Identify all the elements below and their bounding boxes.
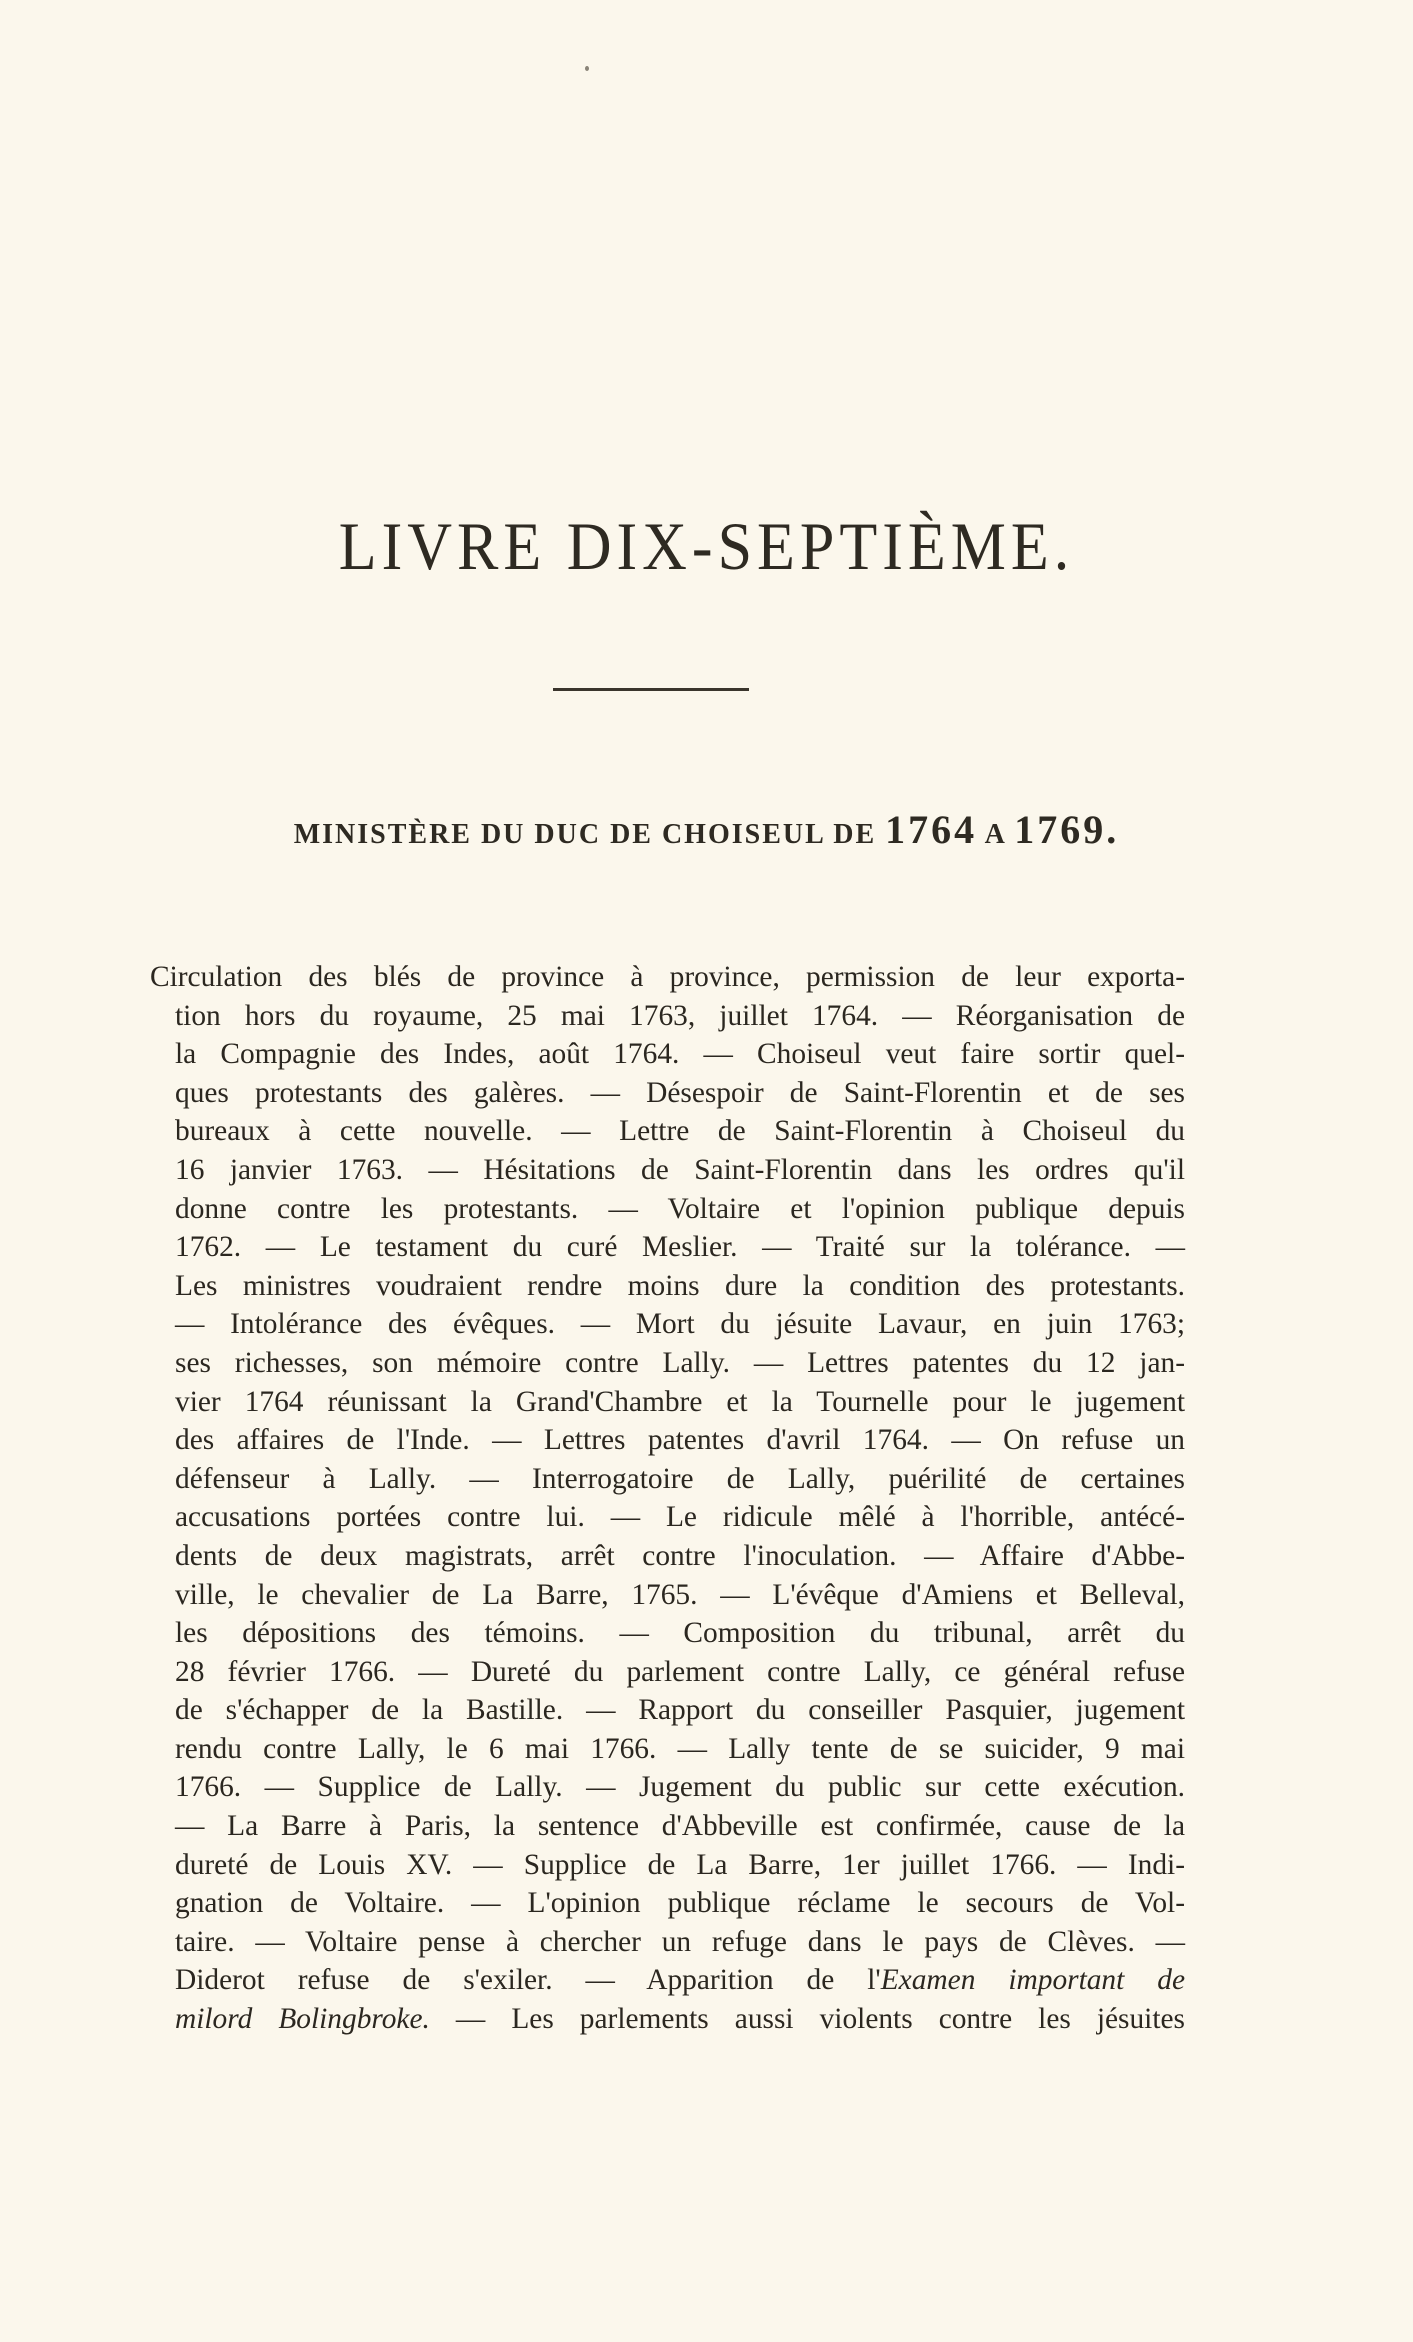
italic-title: milord Bolingbroke.: [175, 2003, 430, 2036]
chapter-year-start: 1764: [885, 807, 978, 852]
summary-line: donne contre les protestants. — Voltaire et l'opinion publique depuis: [175, 1192, 1185, 1225]
summary-line: ques protestants des galères. — Désespoir de Saint-Florentin et de ses: [175, 1076, 1185, 1109]
summary-line: — Intolérance des évêques. — Mort du jésuite Lavaur, en juin 1763;: [175, 1308, 1185, 1341]
chapter-summary: [150, 958, 1185, 2039]
summary-line: tion hors du royaume, 25 mai 1763, juillet 1764. — Réorganisation de: [175, 999, 1185, 1032]
summary-line: 16 janvier 1763. — Hésitations de Saint-Florentin dans les ordres qu'il: [175, 1153, 1185, 1186]
summary-line: des affaires de l'Inde. — Lettres patentes d'avril 1764. — On refuse un: [175, 1424, 1185, 1457]
summary-line: la Compagnie des Indes, août 1764. — Choiseul veut faire sortir quel-: [175, 1038, 1185, 1071]
summary-line: vier 1764 réunissant la Grand'Chambre et la Tournelle pour le jugement: [175, 1385, 1185, 1418]
summary-line-text: Diderot refuse de s'exiler. — Apparition de l': [175, 1964, 881, 1997]
italic-title: Examen important de: [880, 1964, 1185, 1997]
chapter-title-connector: A: [984, 819, 1006, 850]
chapter-title: [0, 806, 1413, 853]
summary-line: défenseur à Lally. — Interrogatoire de Lally, puérilité de certaines: [175, 1462, 1185, 1495]
ink-speck: [585, 66, 589, 71]
summary-line-with-italic: [175, 2000, 1185, 2039]
summary-line: 1766. — Supplice de Lally. — Jugement du public sur cette exécution.: [175, 1771, 1185, 1804]
summary-line: bureaux à cette nouvelle. — Lettre de Saint-Florentin à Choiseul du: [175, 1115, 1185, 1148]
summary-line: accusations portées contre lui. — Le ridicule mêlé à l'horrible, antécé-: [175, 1501, 1185, 1534]
summary-line: Les ministres voudraient rendre moins dure la condition des protestants.: [175, 1269, 1185, 1302]
summary-line: rendu contre Lally, le 6 mai 1766. — Lally tente de se suicider, 9 mai: [175, 1732, 1185, 1765]
summary-line: Circulation des blés de province à province, permission de leur exporta-: [150, 961, 1185, 993]
summary-line: de s'échapper de la Bastille. — Rapport du conseiller Pasquier, jugement: [175, 1694, 1185, 1727]
chapter-year-end: 1769.: [1014, 807, 1120, 852]
summary-line: 1762. — Le testament du curé Meslier. — Traité sur la tolérance. —: [175, 1231, 1185, 1264]
title-rule: [553, 688, 749, 691]
summary-line-with-italic: [175, 1961, 1185, 2000]
summary-line: ville, le chevalier de La Barre, 1765. — L'évêque d'Amiens et Belleval,: [175, 1578, 1185, 1611]
summary-line: taire. — Voltaire pense à chercher un refuge dans le pays de Clèves. —: [175, 1925, 1185, 1958]
summary-line: dureté de Louis XV. — Supplice de La Barre, 1er juillet 1766. — Indi-: [175, 1848, 1185, 1881]
chapter-title-prefix: MINISTÈRE DU DUC DE CHOISEUL DE: [293, 819, 877, 850]
summary-line: dents de deux magistrats, arrêt contre l'inoculation. — Affaire d'Abbe-: [175, 1539, 1185, 1572]
summary-line: les dépositions des témoins. — Composition du tribunal, arrêt du: [175, 1617, 1185, 1650]
book-title: LIVRE DIX-SEPTIÈME.: [338, 509, 1075, 585]
summary-line: — La Barre à Paris, la sentence d'Abbeville est confirmée, cause de la: [175, 1810, 1185, 1843]
summary-line: 28 février 1766. — Dureté du parlement contre Lally, ce général refuse: [175, 1655, 1185, 1688]
summary-line-text: — Les parlements aussi violents contre les jésuites: [429, 2003, 1185, 2036]
summary-line: ses richesses, son mémoire contre Lally. — Lettres patentes du 12 jan-: [175, 1346, 1185, 1379]
summary-line: gnation de Voltaire. — L'opinion publique réclame le secours de Vol-: [175, 1887, 1185, 1920]
